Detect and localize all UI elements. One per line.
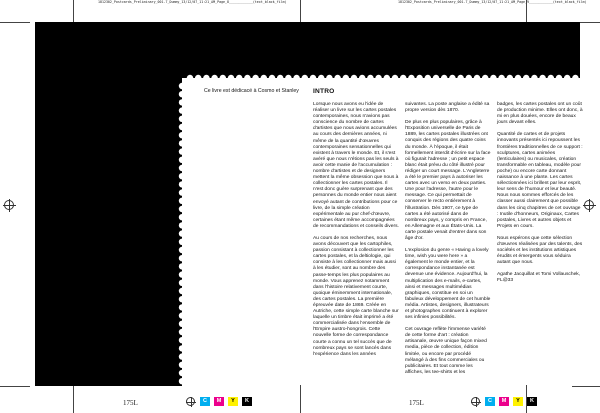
registration-mark-icon xyxy=(186,397,195,406)
paragraph: De plus en plus populaires, grâce à l'Exposition universelle de Paris de 1889, les cartes postales illustrées ont conquis des régions des quatre coins du monde. À l'époque, il était formellement interdit d'écrire sur la face où figurait l'adresse ; un petit espace blanc était prévu du côté illustré pour rédiger un court message. L'Angleterre a été le premier pays à autoriser les cartes avec un verso en deux parties. Une pour l'adresse, l'autre pour le message. Ce qui permettait de conserver le recto entièrement à l'illustration. Dès 1907, ce type de cartes a été autorisé dans de nombreux pays, y compris en France, en Allemagne et aux États-Unis. La carte postale venait d'entrer dans son âge d'or. xyxy=(405,120,491,241)
paragraph: Quantité de cartes et de projets innovants présentés ici repoussent les frontières traditionnelles de ce support : sculptures, cartes animées (lenticulaires) ou musicales, création transformable en tableau, modèle pour poche) ou encore carte donnant naissance à une plante. Les cartes sélectionnées ici brillent par leur esprit, leur sens de l'humour et leur beauté. Nous nous sommes efforcés de les classer aussi clairement que possible dans les cinq chapitres de cet ouvrage : Inutile d'honneurs, Originaux, Cartes postales, Livres et autres objets et Projets en cours. xyxy=(497,132,583,229)
dedication: Ce livre est dédicacé à Cosmo et Stanley xyxy=(204,88,299,94)
paragraph: L'explosion du genre « Having a lovely time, wish you were here » a également le monde entier, et la correspondance instantanée est devenue une évidence. Aujourd'hui, la multiplication des e-mails, e-cartes, ainsi et messages multimédias graphiques, constitue en soi un fabuleux développement de cet humble média. Artistes, designers, illustrateurs et photographes continuent à explorer ses infinies possibilités. xyxy=(405,248,491,321)
plate-black: K xyxy=(242,397,252,406)
intro-heading: INTRO xyxy=(313,88,335,95)
plate-magenta: M xyxy=(499,397,509,406)
slug-left: 1812302_Postcards_Preliminary_001-7_Dummy_13/12/07_11:21_AM_Page_8____________(text_black_film) xyxy=(98,0,287,4)
plate-cyan: C xyxy=(200,397,210,406)
paragraph: Agathe Jacquillat et Tomi Vollauschek, FL@33 xyxy=(497,272,581,284)
page-number-right: 175L xyxy=(409,399,424,407)
paragraph: Nous espérons que cette sélection d'œuvres réalisées par des talents, des sociétés et les institutions artistiques érudits et émergents vous séduira autant que nous. xyxy=(497,235,583,266)
text-column-2 xyxy=(405,102,491,382)
paragraph: suivantes. La poste anglaise a édité sa propre version dès 1870. xyxy=(405,102,490,114)
plate-cyan: C xyxy=(485,397,495,406)
plate-yellow: Y xyxy=(228,397,238,406)
page-number-left: 175L xyxy=(123,399,138,407)
paragraph: Cet ouvrage reflète l'immense variété de cette forme d'art : création artisanale, œuvre unique façon mixed media, pièce de collection, édition limitée, ou encore par procédé mélangé à des fins commerciales ou publicitaires. Et tout comme les affiches, les tee-shirts et les xyxy=(405,327,487,375)
text-column-1 xyxy=(313,102,399,364)
registration-mark-icon xyxy=(471,397,480,406)
plate-magenta: M xyxy=(214,397,224,406)
paragraph: Lorsque nous avons eu l'idée de réaliser un livre sur les cartes postales contemporaines, nous n'avions pas conscience du nombre de cartes d'artistes que nous avions accumulées au cours des dernières années, ni même de la quantité d'œuvres contemporaines sensationnelles qui existent à travers le monde. Et, il s'est avéré que nous n'étions pas les seuls à avoir cette manie de l'accumulation : nombre d'artistes et de designers mettent la même obsession que nous à collectionner les cartes postales. Il n'est donc guère surprenant que des personnes du monde entier nous aient envoyé autant de contributions pour ce livre, de la simple création expérimentale au pur chef-d'œuvre, certaines étant même accompagnées de recommandations et conseils divers. xyxy=(313,102,399,229)
paragraph: Au cours de nos recherches, nous avons découvert que les cartophiles, passion consistant à collectionner les cartes postales, et la deltiologie, qui consiste à les collectionner mais aussi à les étudier, sont au nombre des passe-temps les plus populaires au monde. Vous apprenez notamment dans l'histoire relativement courte, quoique éminemment internationale, des cartes postales. La première épreuvée date de 1869. Créée en Autriche, cette simple carte blanche sur laquelle un timbre était imprimé a été commercialisée dans l'ensemble de l'Empire austro-hongrois. Cette nouvelle forme de correspondance courte a connu un tel succès que de nombreux pays se sont lancés dans l'expérience dans les années xyxy=(313,235,399,357)
slug-right: 1812302_Postcards_Preliminary_001-7_Dummy_13/12/07_11:21_AM_Page_9____________(text_black_film) xyxy=(398,0,587,4)
plate-black: K xyxy=(527,397,537,406)
paragraph: badges, les cartes postales ont un coût de production minime. Elles ont donc, à mi en plus douées, encore de beaux jours devant elles. xyxy=(497,102,583,126)
text-column-3 xyxy=(497,102,583,291)
plate-yellow: Y xyxy=(513,397,523,406)
